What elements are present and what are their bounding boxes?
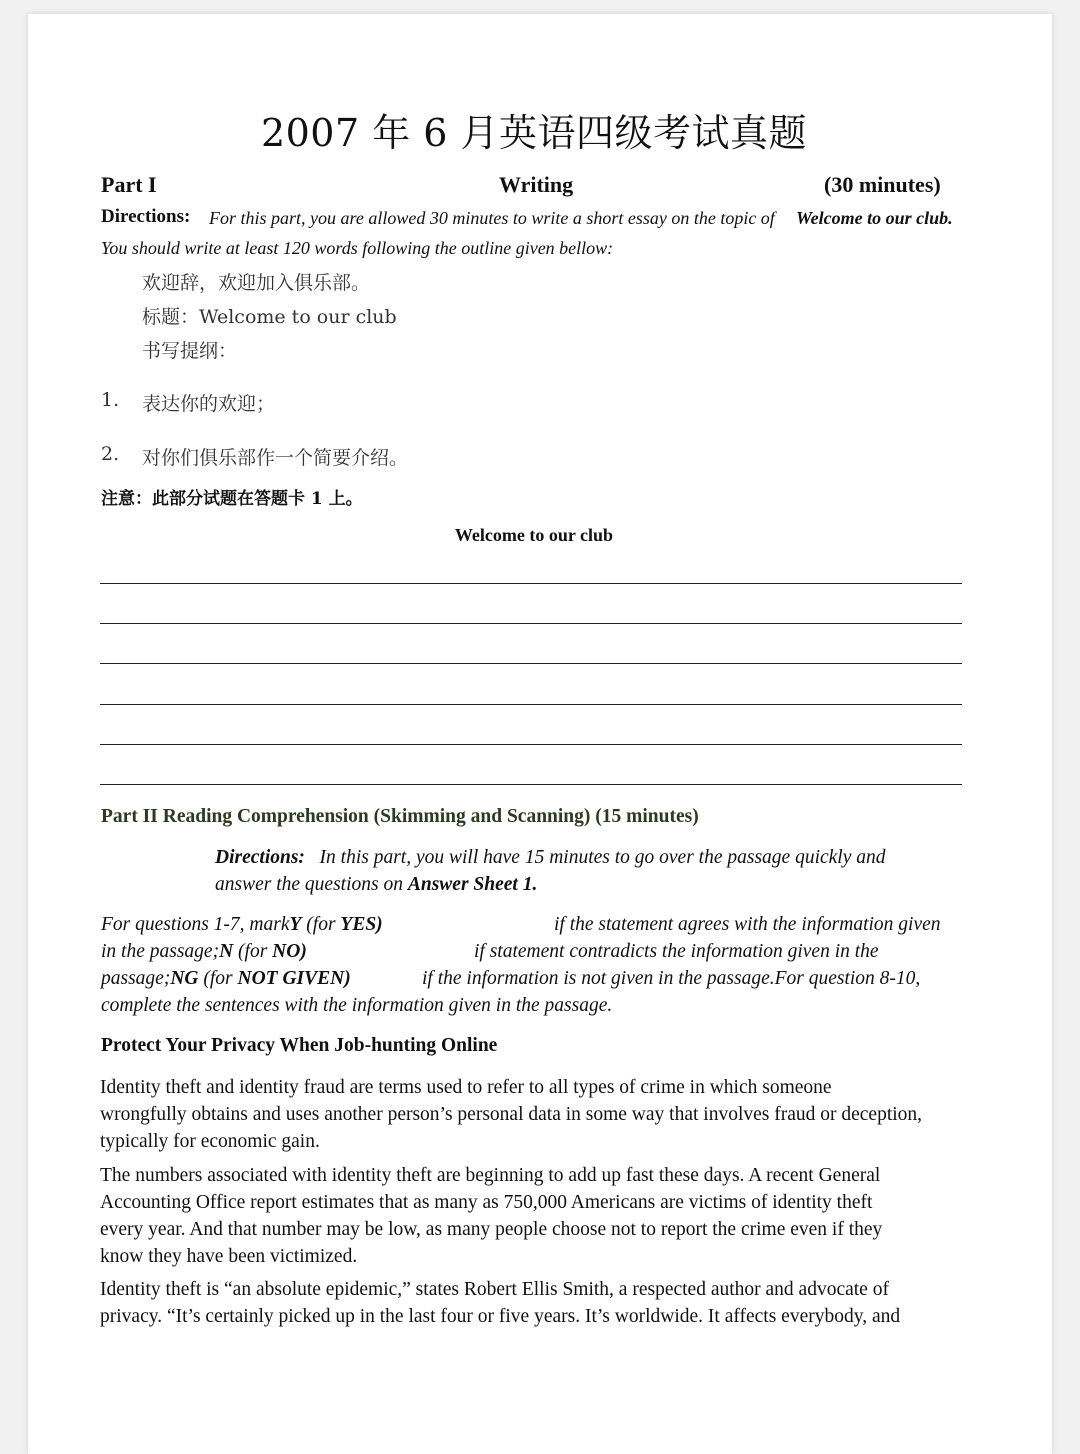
essay-title: Welcome to our club xyxy=(454,525,614,545)
writing-line xyxy=(100,623,962,624)
part1-time: (30 minutes) xyxy=(824,172,941,197)
part2-directions-line1 xyxy=(215,847,886,869)
paragraph-line: Identity theft and identity fraud are terms used to refer to all types of crime in which someone xyxy=(100,1077,832,1098)
part2-directions-line2 xyxy=(215,874,537,896)
question-instruction-row1-right: if the statement agrees with the information given xyxy=(554,914,941,935)
outline-item-1: 表达你的欢迎； xyxy=(142,393,276,415)
part1-topic: Welcome to our club. xyxy=(796,208,953,228)
writing-line xyxy=(100,583,962,584)
paragraph-line: typically for economic gain. xyxy=(100,1131,320,1152)
part1-directions-label: Directions: xyxy=(101,206,191,227)
passage-paragraph-2 xyxy=(100,1162,882,1270)
question-instruction-row3-right: if the information is not given in the passage.For question 8-10, xyxy=(422,968,921,989)
answer-sheet-note: 注意：此部分试题在答题卡 1 上。 xyxy=(101,489,363,509)
writing-line xyxy=(100,744,962,745)
paragraph-line: The numbers associated with identity theft are beginning to add up fast these days. A recent General xyxy=(100,1165,881,1186)
cn-title-line: 标题：Welcome to our club xyxy=(142,306,397,328)
part2-heading: Part II Reading Comprehension (Skimming and Scanning) (15 minutes) xyxy=(101,806,699,827)
outline-num-1: 1. xyxy=(101,389,120,411)
part1-label: Part I xyxy=(101,172,157,197)
paragraph-line: every year. And that number may be low, as many people choose not to report the crime even if they xyxy=(100,1219,883,1240)
outline-num-2: 2. xyxy=(101,443,120,465)
cn-welcome-line: 欢迎辞，欢迎加入俱乐部。 xyxy=(142,272,371,294)
passage-paragraph-1 xyxy=(100,1074,922,1155)
part1-name: Writing xyxy=(499,172,574,197)
q-row3-ng: NOT GIVEN) xyxy=(237,968,351,989)
q-row3-for: (for xyxy=(203,968,233,989)
paragraph-line: privacy. “It’s certainly picked up in the last four or five years. It’s worldwide. It affects everybody, and xyxy=(100,1306,901,1327)
part2-directions-text1: In this part, you will have 15 minutes to go over the passage quickly and xyxy=(319,847,886,868)
question-instruction-row2-left xyxy=(101,941,307,963)
passage-paragraph-3 xyxy=(100,1276,900,1330)
part1-directions-line2: You should write at least 120 words following the outline given bellow: xyxy=(101,238,614,258)
question-instruction-row1-left xyxy=(101,914,383,936)
paragraph-line: Accounting Office report estimates that as many as 750,000 Americans are victims of identity theft xyxy=(100,1192,873,1213)
question-instruction-row4: complete the sentences with the information given in the passage. xyxy=(101,995,613,1016)
passage-title: Protect Your Privacy When Job-hunting Online xyxy=(101,1035,498,1056)
part2-directions-text2a: answer the questions on xyxy=(215,874,403,895)
q-row2-no: NO) xyxy=(272,941,307,962)
paragraph-line: know they have been victimized. xyxy=(100,1246,358,1267)
paragraph-line: wrongfully obtains and uses another person’s personal data in some way that involves fraud or deception, xyxy=(100,1104,923,1125)
page-title: 2007 年 6 月英语四级考试真题 xyxy=(260,111,808,155)
question-instruction-row3-left xyxy=(101,968,351,990)
paragraph-line: Identity theft is “an absolute epidemic,” states Robert Ellis Smith, a respected author and advocate of xyxy=(100,1279,889,1300)
q-row2-text: in the passage; xyxy=(101,941,220,962)
answer-sheet-ref: Answer Sheet 1. xyxy=(407,874,538,895)
writing-line xyxy=(100,663,962,664)
q-row1-yes: YES) xyxy=(340,914,383,935)
cn-outline-heading: 书写提纲： xyxy=(142,340,238,362)
outline-item-2: 对你们俱乐部作一个简要介绍。 xyxy=(142,447,409,469)
q-row1-for: (for xyxy=(306,914,336,935)
question-instruction-row2-right: if statement contradicts the information given in the xyxy=(474,941,879,962)
part2-directions-label: Directions: xyxy=(215,847,305,868)
q-row1-mark: Y xyxy=(289,914,302,935)
writing-line xyxy=(100,784,962,785)
part1-directions-text: For this part, you are allowed 30 minutes to write a short essay on the topic of xyxy=(209,208,775,228)
q-row1-text: For questions 1-7, mark xyxy=(101,914,290,935)
q-row2-mark: N xyxy=(219,941,234,962)
q-row3-text: passage; xyxy=(101,968,171,989)
q-row3-mark: NG xyxy=(170,968,199,989)
writing-line xyxy=(100,704,962,705)
q-row2-for: (for xyxy=(238,941,268,962)
